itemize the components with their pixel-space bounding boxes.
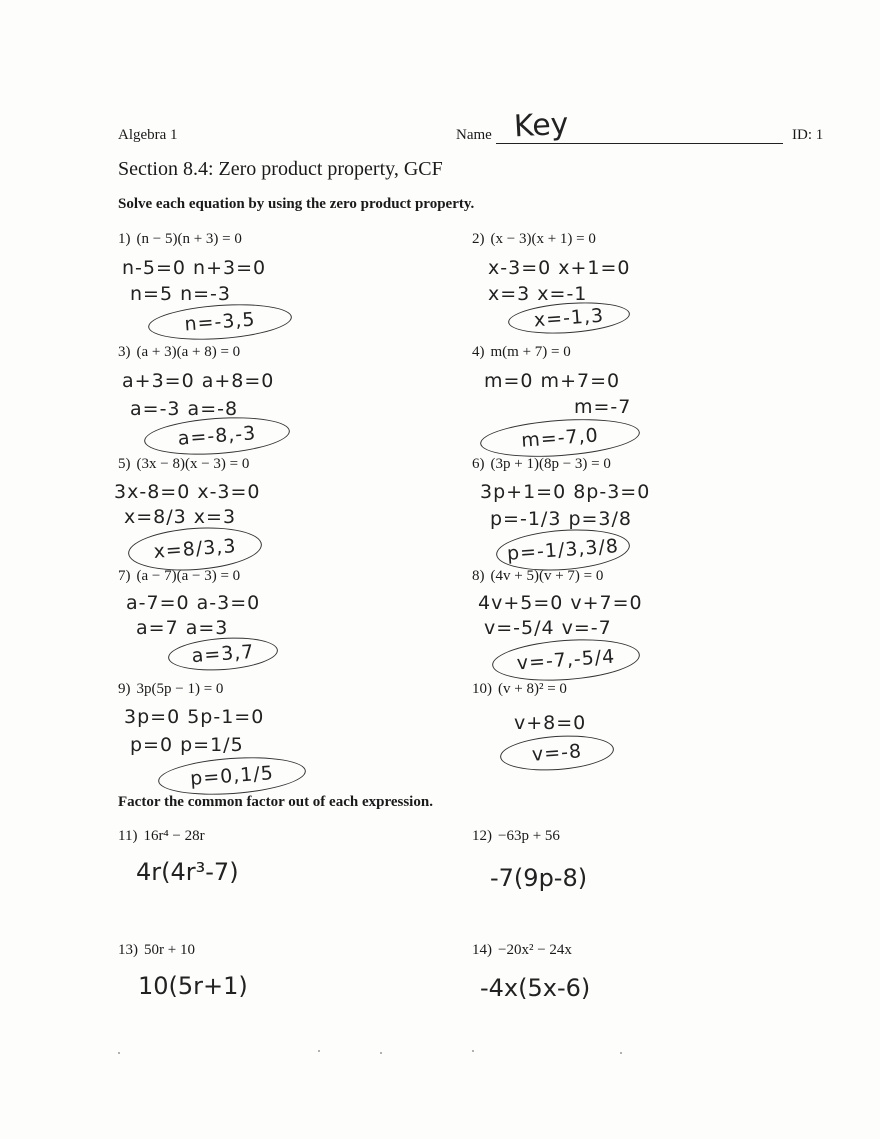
answer-text: p=0,1/5 <box>189 762 275 790</box>
problem-expression: −63p + 56 <box>498 828 560 844</box>
answer-text: a=3,7 <box>190 640 256 668</box>
work-line-2: a=-3 a=-8 <box>130 398 239 420</box>
factor-answer: 4r(4r³-7) <box>136 858 239 886</box>
name-field[interactable] <box>514 108 568 143</box>
work-line-1: a-7=0 a-3=0 <box>126 592 261 614</box>
work-line-1: n-5=0 n+3=0 <box>122 257 267 279</box>
problem-equation: (a + 3)(a + 8) = 0 <box>136 344 241 360</box>
problem-5 <box>118 456 249 473</box>
answer-text: a=-8,-3 <box>177 422 257 450</box>
problem-number: 9) <box>118 681 131 697</box>
work-line-2: x=8/3 x=3 <box>124 506 237 528</box>
problem-1 <box>118 231 242 248</box>
name-value: Key <box>513 106 570 145</box>
problem-number: 12) <box>472 828 492 844</box>
work-line-1: m=0 m+7=0 <box>484 370 621 392</box>
problem-equation: (3p + 1)(8p − 3) = 0 <box>490 456 611 472</box>
work-line-2: v=-5/4 v=-7 <box>484 617 612 639</box>
problem-number: 4) <box>472 344 485 360</box>
name-label: Name <box>456 127 492 143</box>
problem-7 <box>118 568 240 585</box>
problem-13 <box>118 942 195 959</box>
part2-instructions: Factor the common factor out of each expression. <box>118 794 433 810</box>
page-title: Section 8.4: Zero product property, GCF <box>118 158 443 180</box>
id-label: ID: 1 <box>792 127 824 143</box>
problem-3 <box>118 344 240 361</box>
factor-answer: -7(9p-8) <box>490 864 588 892</box>
scan-speck <box>472 1050 474 1052</box>
problem-12 <box>472 828 560 845</box>
name-line <box>496 143 783 144</box>
answer-text: v=-7,-5/4 <box>516 645 616 675</box>
answer-circle <box>127 523 264 574</box>
problem-number: 8) <box>472 568 485 584</box>
factor-answer: 10(5r+1) <box>138 972 248 1000</box>
problem-equation: (n − 5)(n + 3) = 0 <box>136 231 242 247</box>
problem-number: 6) <box>472 456 485 472</box>
work-line-2: a=7 a=3 <box>136 617 229 639</box>
work-line-1: x-3=0 x+1=0 <box>488 257 631 279</box>
problem-equation: 3p(5p − 1) = 0 <box>136 681 224 697</box>
scan-speck <box>318 1050 320 1052</box>
answer-text: x=8/3,3 <box>152 535 238 563</box>
problem-10 <box>472 681 567 698</box>
answer-text: p=-1/3,3/8 <box>506 535 620 565</box>
problem-equation: (4v + 5)(v + 7) = 0 <box>490 568 604 584</box>
work-line-2: p=-1/3 p=3/8 <box>490 508 633 530</box>
problem-2 <box>472 231 596 248</box>
problem-equation: m(m + 7) = 0 <box>490 344 571 360</box>
problem-number: 13) <box>118 942 138 958</box>
work-line-2: n=5 n=-3 <box>130 283 231 305</box>
problem-number: 7) <box>118 568 131 584</box>
problem-number: 10) <box>472 681 492 697</box>
work-line-1: a+3=0 a+8=0 <box>122 370 275 392</box>
part1-instructions: Solve each equation by using the zero product property. <box>118 196 475 212</box>
scan-speck <box>620 1052 622 1054</box>
work-line-1: 3p+1=0 8p-3=0 <box>480 481 651 503</box>
work-line-2: m=-7 <box>574 396 632 418</box>
work-line-1: v+8=0 <box>514 712 587 734</box>
answer-text: v=-8 <box>531 740 583 766</box>
problem-6 <box>472 456 611 473</box>
problem-number: 14) <box>472 942 492 958</box>
problem-number: 2) <box>472 231 485 247</box>
problem-expression: −20x² − 24x <box>498 942 572 958</box>
problem-expression: 50r + 10 <box>144 942 195 958</box>
problem-equation: (a − 7)(a − 3) = 0 <box>136 568 241 584</box>
problem-11 <box>118 828 205 845</box>
problem-equation: (v + 8)² = 0 <box>498 681 567 697</box>
problem-equation: (x − 3)(x + 1) = 0 <box>490 231 596 247</box>
answer-circle <box>167 634 279 674</box>
answer-text: n=-3,5 <box>183 308 257 336</box>
problem-expression: 16r⁴ − 28r <box>143 828 205 844</box>
problem-number: 3) <box>118 344 131 360</box>
answer-circle <box>499 732 615 774</box>
problem-4 <box>472 344 571 361</box>
answer-circle <box>147 300 293 344</box>
scan-speck <box>118 1052 120 1054</box>
factor-answer: -4x(5x-6) <box>480 974 591 1002</box>
work-line-1: 4v+5=0 v+7=0 <box>478 592 643 614</box>
work-line-2: x=3 x=-1 <box>488 283 588 305</box>
problem-8 <box>472 568 603 585</box>
work-line-1: 3x-8=0 x-3=0 <box>114 481 261 503</box>
problem-number: 11) <box>118 828 138 844</box>
answer-text: m=-7,0 <box>520 424 600 452</box>
scan-speck <box>380 1052 382 1054</box>
answer-circle <box>491 635 641 685</box>
work-line-1: 3p=0 5p-1=0 <box>124 706 265 728</box>
work-line-2: p=0 p=1/5 <box>130 734 244 756</box>
answer-circle <box>479 414 641 461</box>
problem-number: 1) <box>118 231 131 247</box>
course-label: Algebra 1 <box>118 127 178 143</box>
problem-9 <box>118 681 223 698</box>
problem-number: 5) <box>118 456 131 472</box>
problem-equation: (3x − 8)(x − 3) = 0 <box>136 456 250 472</box>
problem-14 <box>472 942 572 959</box>
answer-text: x=-1,3 <box>533 304 605 332</box>
answer-circle <box>157 753 307 799</box>
